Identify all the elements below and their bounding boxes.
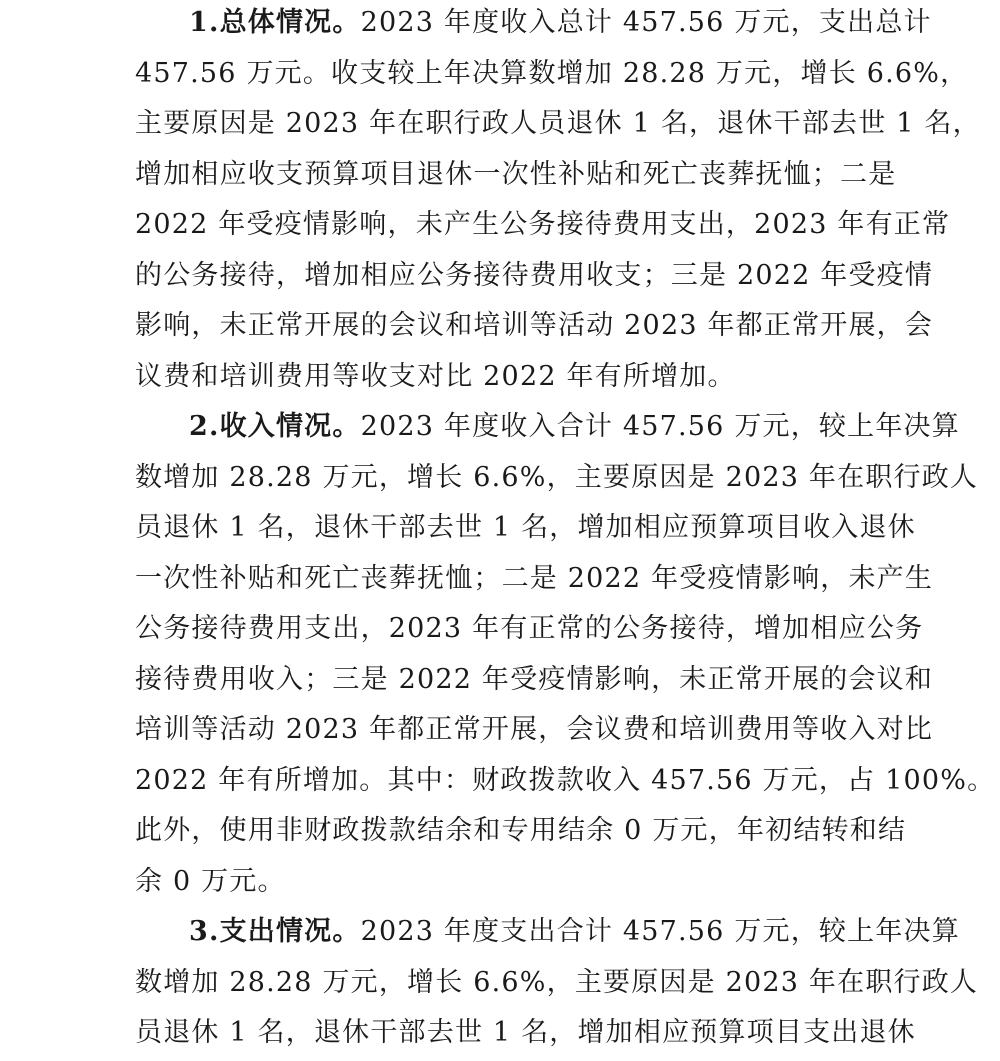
paragraph-line: 余 0 万元。 <box>135 865 286 897</box>
paragraph-line: 主要原因是 2023 年在职行政人员退休 1 名，退休干部去世 1 名， <box>135 108 981 139</box>
paragraph-line: 接待费用收入；三是 2022 年受疫情影响，未正常开展的会议和 <box>135 663 934 695</box>
paragraph-line: 议费和培训费用等收支对比 2022 年有所增加。 <box>135 360 736 392</box>
section-heading: 1.总体情况。 <box>189 7 361 38</box>
paragraph-line: 2022 年受疫情影响，未产生公务接待费用支出，2023 年有正常 <box>135 209 951 240</box>
section-heading: 3.支出情况。 <box>189 916 361 947</box>
paragraph-line: 数增加 28.28 万元，增长 6.6%，主要原因是 2023 年在职行政人 <box>135 966 979 998</box>
paragraph-line: 457.56 万元。收支较上年决算数增加 28.28 万元，增长 6.6%， <box>135 57 969 89</box>
paragraph-line: 数增加 28.28 万元，增长 6.6%，主要原因是 2023 年在职行政人 <box>135 461 979 493</box>
paragraph-line: 此外，使用非财政拨款结余和专用结余 0 万元，年初结转和结 <box>135 815 907 846</box>
paragraph-line: 的公务接待，增加相应公务接待费用收支；三是 2022 年受疫情 <box>135 259 934 291</box>
paragraph-line: 3.支出情况。2023 年度支出合计 457.56 万元，较上年决算 <box>189 916 960 947</box>
document-body <box>135 0 996 1061</box>
paragraph-line: 1.总体情况。2023 年度收入总计 457.56 万元，支出总计 <box>189 7 932 38</box>
paragraph-line: 影响，未正常开展的会议和培训等活动 2023 年都正常开展，会 <box>135 310 934 341</box>
paragraph-line: 公务接待费用支出，2023 年有正常的公务接待，增加相应公务 <box>135 613 924 644</box>
paragraph-line: 培训等活动 2023 年都正常开展，会议费和培训费用等收入对比 <box>135 714 934 745</box>
paragraph-line: 增加相应收支预算项目退休一次性补贴和死亡丧葬抚恤；二是 <box>135 158 897 190</box>
paragraph-line: 2022 年有所增加。其中：财政拨款收入 457.56 万元，占 100%。 <box>135 764 996 796</box>
paragraph-income <box>135 404 996 909</box>
paragraph-line: 员退休 1 名，退休干部去世 1 名，增加相应预算项目支出退休 <box>135 1017 916 1048</box>
paragraph-line: 一次性补贴和死亡丧葬抚恤；二是 2022 年受疫情影响，未产生 <box>135 562 934 594</box>
paragraph-line: 2.收入情况。2023 年度收入合计 457.56 万元，较上年决算 <box>189 411 960 442</box>
paragraph-expenditure <box>135 909 979 1061</box>
paragraph-overall <box>135 0 981 404</box>
section-heading: 2.收入情况。 <box>189 411 361 442</box>
paragraph-line: 员退休 1 名，退休干部去世 1 名，增加相应预算项目收入退休 <box>135 512 916 543</box>
